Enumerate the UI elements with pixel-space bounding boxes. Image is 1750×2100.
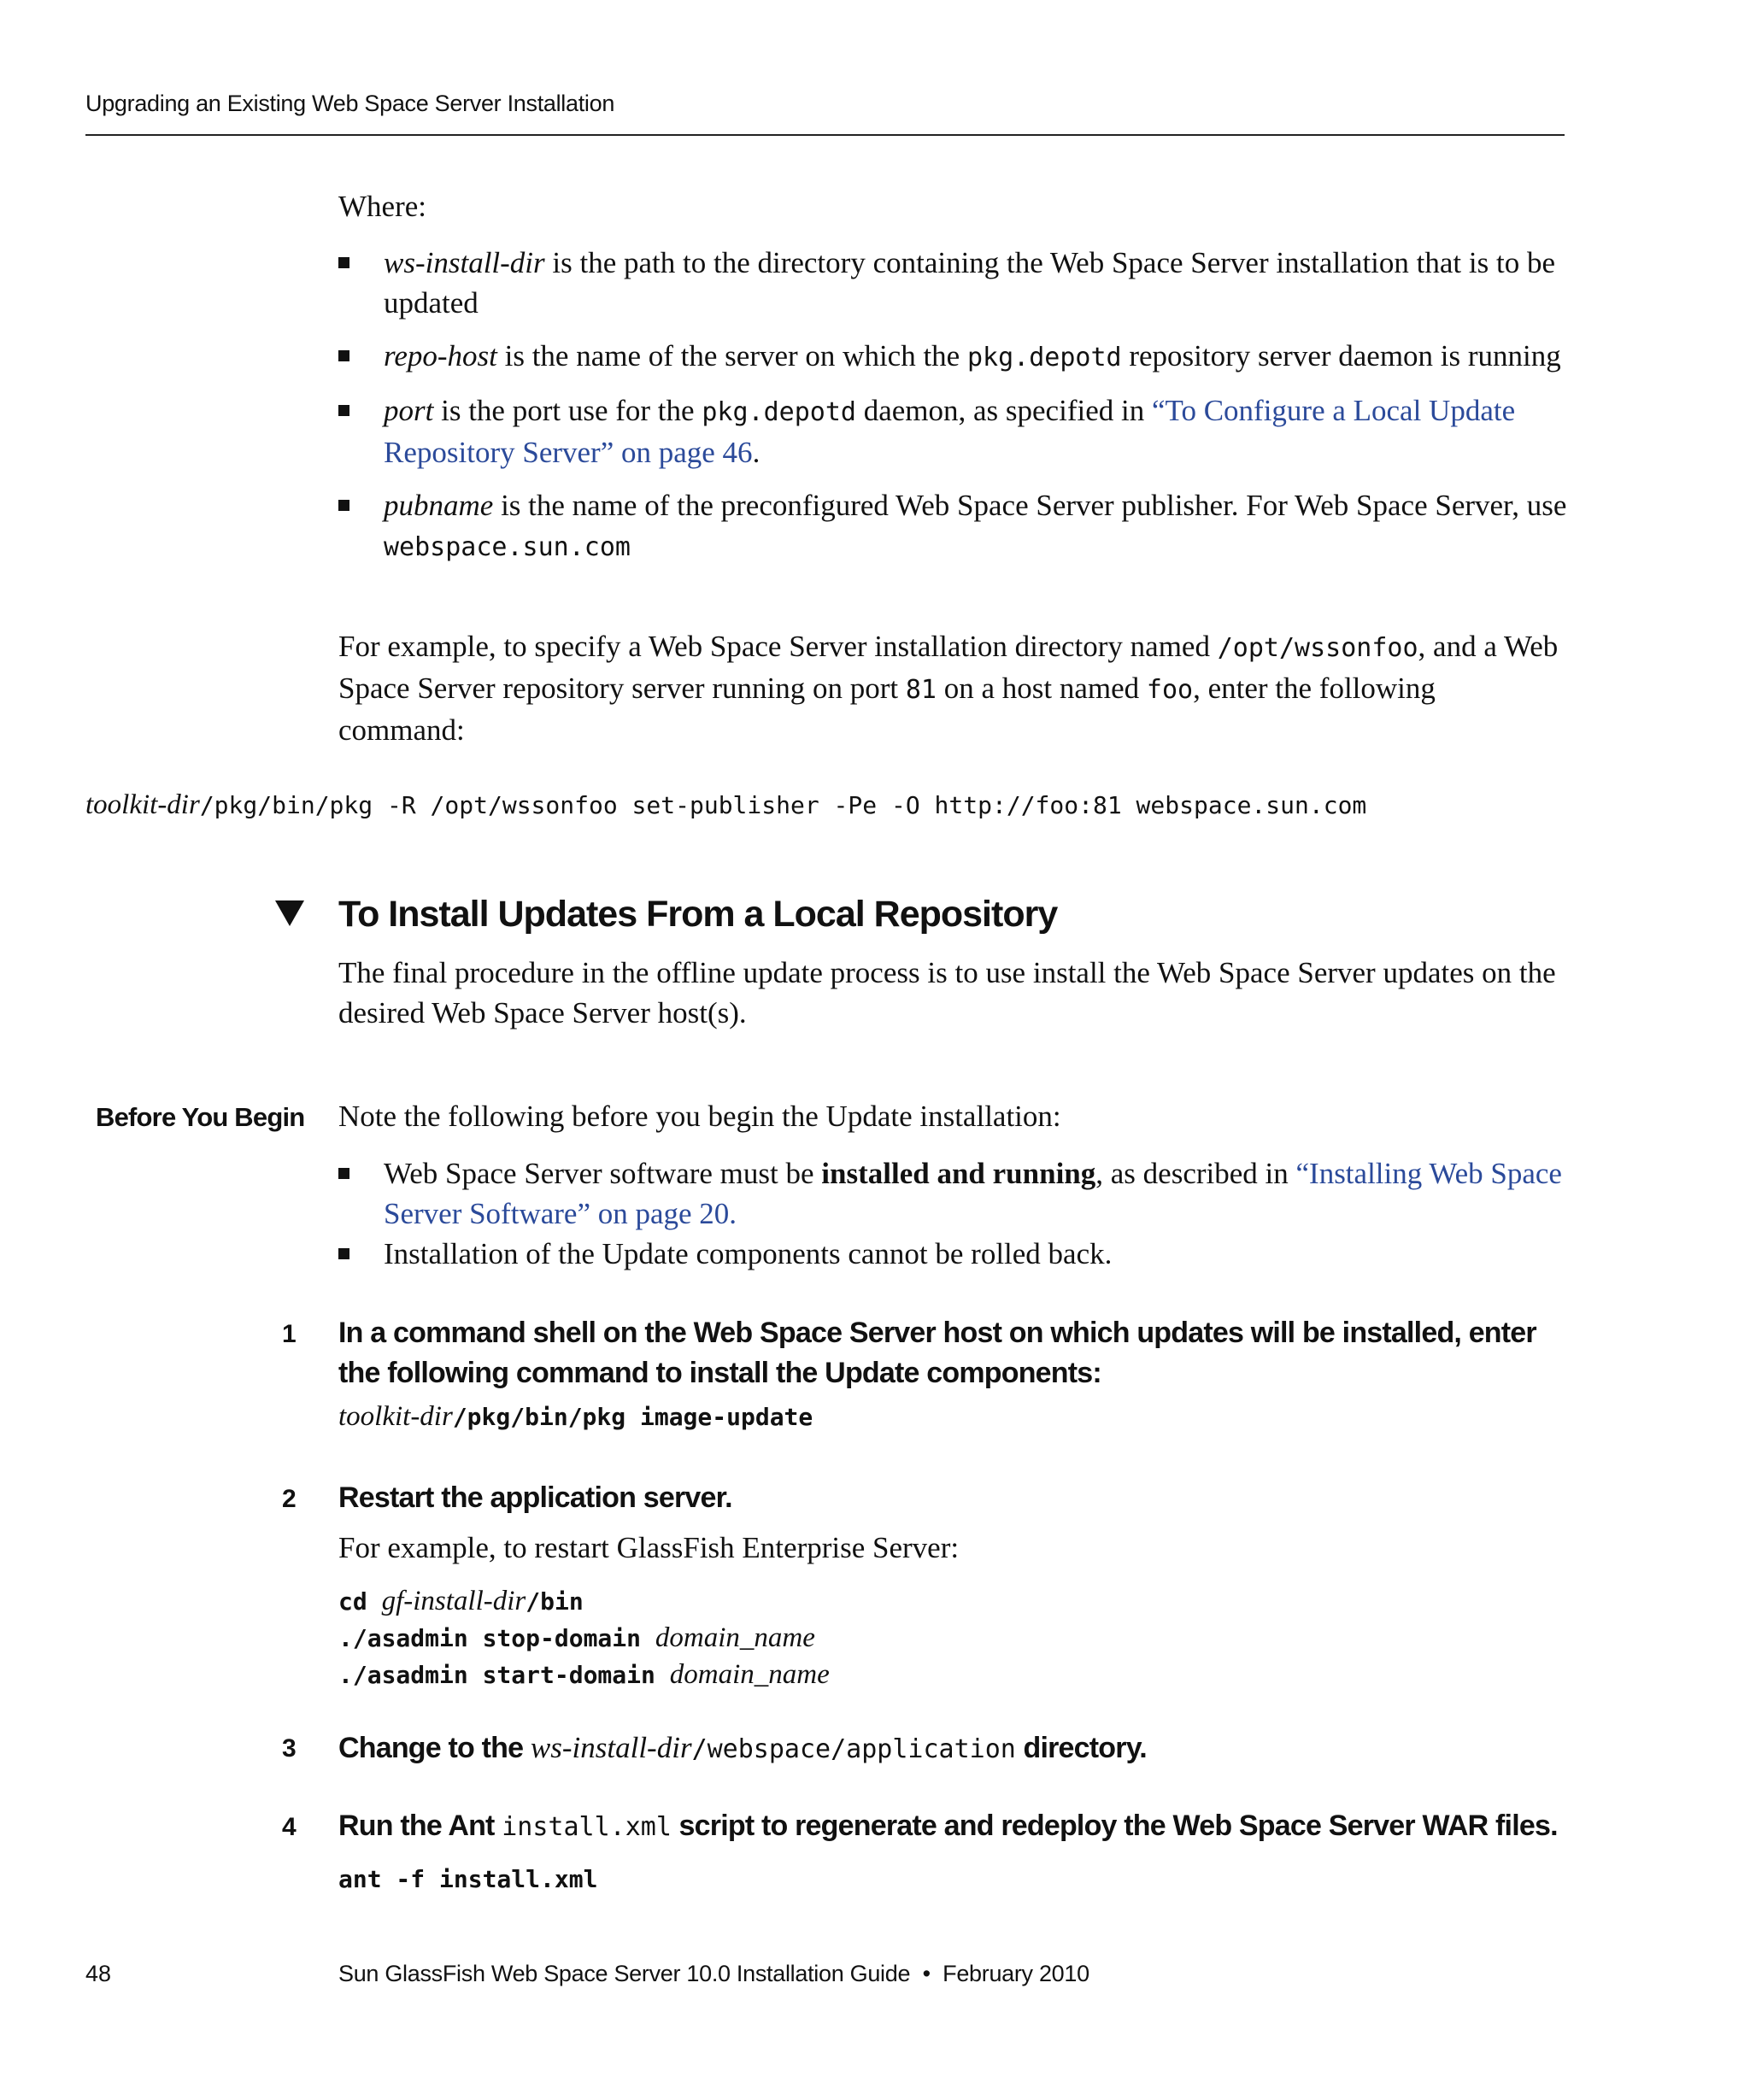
code-text: cd (338, 1587, 382, 1616)
before-you-begin-label: Before You Begin (96, 1102, 305, 1132)
square-bullet-icon (338, 1248, 349, 1259)
text: Change to the (338, 1732, 531, 1764)
text: For example, to specify a Web Space Server installation directory named (338, 630, 1218, 663)
step-command (338, 1620, 815, 1657)
text: directory. (1015, 1732, 1147, 1764)
code-text: ./asadmin start-domain (338, 1661, 670, 1689)
definition: is the name of the preconfigured Web Space Server publisher. For Web Space Server, use (493, 489, 1567, 522)
page-number: 48 (85, 1961, 112, 1986)
definition: . (752, 436, 760, 469)
code-variable: gf-install-dir (381, 1586, 526, 1616)
definition: is the name of the server on which the (496, 339, 967, 372)
term: pubname (384, 489, 494, 522)
term: repo-host (384, 339, 497, 372)
inline-code: webspace.sun.com (384, 532, 631, 562)
step-instruction: Restart the application server. (338, 1481, 732, 1514)
step-command (338, 1583, 584, 1620)
text: Run the Ant (338, 1810, 502, 1842)
code-variable: domain_name (669, 1659, 830, 1690)
triangle-marker-icon (275, 900, 304, 926)
square-bullet-icon (338, 257, 349, 268)
step-instruction (338, 1806, 1569, 1847)
code-variable: ws-install-dir (530, 1731, 692, 1764)
bold-text: installed and running (821, 1157, 1096, 1190)
inline-code: pkg.depotd (966, 343, 1122, 372)
text: . (729, 1197, 737, 1230)
list-item (338, 336, 1569, 378)
square-bullet-icon (338, 1168, 349, 1179)
text: Web Space Server software must be (384, 1157, 822, 1190)
code-variable: domain_name (655, 1622, 815, 1653)
where-list (338, 243, 1569, 580)
definition: daemon, as specified in (855, 394, 1152, 427)
section-intro: The final procedure in the offline update process is to use install the Web Space Server updates on the desired Web Space Server host(s). (338, 956, 1556, 1029)
where-label: Where: (338, 190, 426, 223)
square-bullet-icon (338, 350, 349, 361)
section-title: To Install Updates From a Local Repository (338, 894, 1058, 935)
step-command (338, 1657, 830, 1693)
definition: repository server daemon is running (1121, 339, 1561, 372)
step-number: 2 (282, 1485, 297, 1513)
running-head: Upgrading an Existing Web Space Server Installation (85, 91, 615, 116)
text: , enter the following command: (338, 672, 1436, 747)
text: on a host named (936, 672, 1147, 705)
code-text: /pkg/bin/pkg -R /opt/wssonfoo set-publisher -Pe -O http://foo:81 webspace.sun.com (199, 791, 1367, 819)
list-item (338, 243, 1569, 323)
code-text: /pkg/bin/pkg image-update (452, 1403, 813, 1431)
inline-code: /opt/wssonfoo (1217, 633, 1418, 663)
square-bullet-icon (338, 405, 349, 416)
inline-code: 81 (905, 675, 937, 705)
list-item (338, 485, 1569, 567)
text: Installation of the Update components cannot be rolled back. (384, 1237, 1113, 1270)
command-example (85, 787, 1366, 824)
list-item (338, 1153, 1569, 1234)
before-list (338, 1153, 1569, 1287)
step-number: 1 (282, 1320, 297, 1348)
step-instruction: In a command shell on the Web Space Server host on which updates will be installed, enter the following command to install the Update components: (338, 1317, 1536, 1389)
text: , as described in (1095, 1157, 1296, 1190)
term: port (384, 394, 434, 427)
list-item (338, 390, 1569, 472)
inline-code: install.xml (502, 1812, 672, 1842)
square-bullet-icon (338, 500, 349, 511)
code-variable: toolkit-dir (338, 1401, 453, 1432)
before-intro: Note the following before you begin the Update installation: (338, 1100, 1061, 1133)
header-rule (85, 134, 1565, 136)
list-item (338, 1234, 1569, 1274)
footer-title: Sun GlassFish Web Space Server 10.0 Installation Guide • February 2010 (338, 1961, 1089, 1986)
step-number: 4 (282, 1813, 297, 1841)
text: script to regenerate and redeploy the Web Space Server WAR files. (671, 1810, 1558, 1842)
code-text: ./asadmin stop-domain (338, 1624, 655, 1652)
definition: is the port use for the (433, 394, 702, 427)
term: ws-install-dir (384, 246, 545, 279)
step-command: ant -f install.xml (338, 1865, 598, 1893)
step-command (338, 1399, 813, 1435)
step-number: 3 (282, 1734, 297, 1763)
cross-reference-link[interactable]: “Installing Web Space Server Software” on page 20 (384, 1157, 1562, 1230)
code-variable: toolkit-dir (85, 789, 200, 820)
step-instruction (338, 1728, 1569, 1769)
cross-reference-link[interactable]: “To Configure a Local Update Repository Server” on page 46 (384, 394, 1516, 469)
example-paragraph (338, 626, 1569, 750)
inline-code: foo (1146, 675, 1194, 705)
definition: is the path to the directory containing the Web Space Server installation that is to be updated (384, 246, 1555, 320)
code-text: /bin (526, 1587, 584, 1616)
step-description: For example, to restart GlassFish Enterprise Server: (338, 1531, 960, 1564)
inline-code: pkg.depotd (702, 397, 856, 427)
text: , and a Web Space Server repository server running on port (338, 630, 1559, 705)
inline-code: /webspace/application (691, 1734, 1016, 1764)
